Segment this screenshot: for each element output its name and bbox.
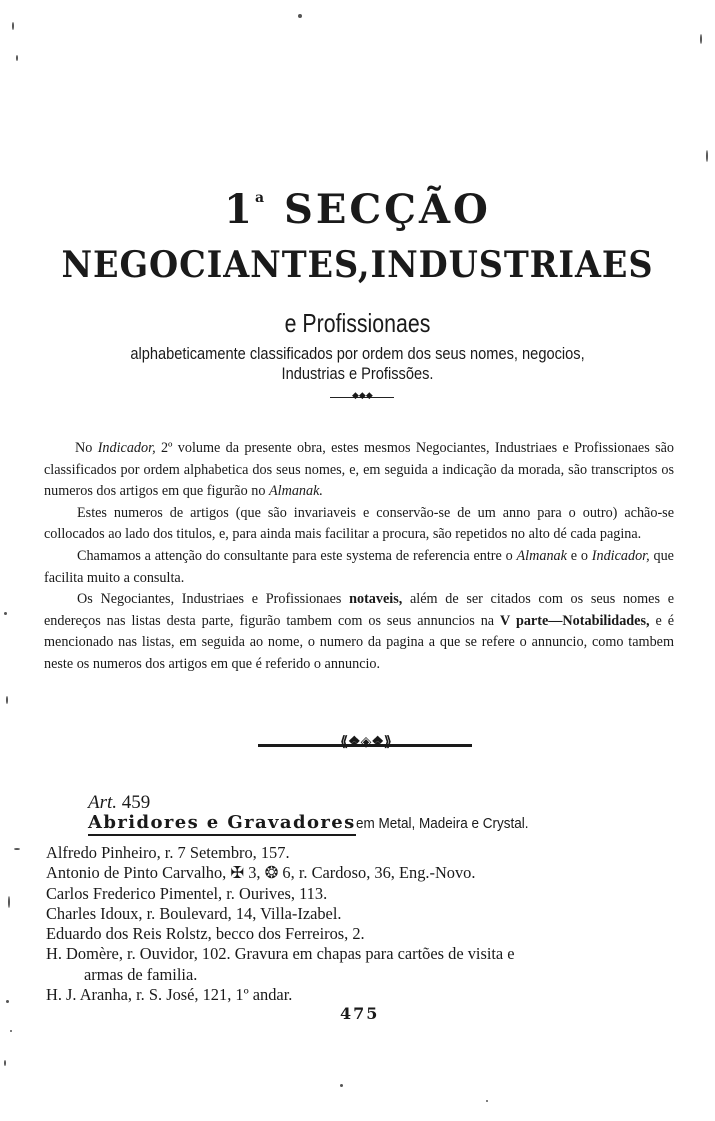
subtitle: e Profissionaes	[284, 308, 431, 338]
scan-speck	[340, 1084, 343, 1087]
scan-speck	[12, 22, 14, 30]
description	[50, 344, 665, 384]
scan-speck	[4, 612, 7, 615]
list-item: H. J. Aranha, r. S. José, 121, 1º andar.	[46, 985, 293, 1005]
small-divider-ornament: ◆◆◆	[352, 390, 373, 400]
list-item-continuation: armas de familia.	[84, 964, 198, 984]
italic-text: Indicador,	[591, 547, 650, 564]
italic-text: Almanak	[516, 547, 567, 564]
headline: NEGOCIANTES,INDUSTRIAES	[61, 244, 654, 286]
scan-speck	[14, 848, 20, 850]
section-number-sup: a	[254, 190, 268, 206]
scan-speck	[706, 150, 708, 162]
list-item: Carlos Frederico Pimentel, r. Ourives, 113.	[46, 883, 328, 903]
scan-speck	[8, 896, 10, 908]
entry-list	[46, 843, 682, 1005]
intro-paragraph: No Indicador, 2º volume da presente obra, estes mesmos Negociantes, Industriaes e Profissionaes são classificados por ordem alphabetica dos seus nomes, e, em seguida a indicação da morada, são transcriptos os numeros dos artigos em que figurão no Almanak.	[44, 440, 674, 500]
category-line	[88, 812, 547, 833]
section-title-text: SECÇÃO	[283, 186, 491, 233]
scan-speck	[700, 34, 702, 44]
scan-speck	[486, 1100, 488, 1102]
italic-text: Almanak.	[268, 483, 323, 500]
scan-speck	[6, 696, 8, 704]
bold-text: V parte—Notabilidades,	[500, 612, 650, 629]
article-number: 459	[121, 792, 151, 813]
list-item: Antonio de Pinto Carvalho, ✠ 3, ❂ 6, r. Cardoso, 36, Eng.-Novo.	[46, 863, 476, 883]
category-subtitle: em Metal, Madeira e Crystal.	[355, 815, 529, 832]
scan-speck	[16, 55, 18, 61]
description-line-1: alphabeticamente classificados por ordem dos seus nomes, negocios,	[130, 344, 585, 363]
scan-speck	[4, 1060, 6, 1066]
section-number: 1	[224, 186, 255, 233]
category-title: Abridores e Gravadores	[88, 812, 356, 836]
intro-paragraph: Chamamos a attenção do consultante para este systema de referencia entre o Almanak e o Indicador, que facilita muito a consulta.	[44, 547, 674, 586]
bold-text: notaveis,	[349, 591, 403, 608]
italic-text: Indicador,	[97, 440, 156, 456]
section-title	[0, 186, 715, 233]
article-heading	[88, 792, 150, 814]
intro-paragraph: Estes numeros de artigos (que são invariaveis e conservão-se de um anno para o outro) achão-se collocados ao lado dos titulos, e, para ainda mais facilitar a procura, são repetidos no alto dé cada pagina.	[44, 504, 674, 543]
page-number: 475	[340, 1004, 380, 1023]
list-item: Alfredo Pinheiro, r. 7 Setembro, 157.	[46, 843, 290, 862]
intro-text	[44, 438, 674, 676]
list-item: Eduardo dos Reis Rolstz, becco dos Ferreiros, 2.	[46, 924, 365, 944]
list-item: Charles Idoux, r. Boulevard, 14, Villa-Izabel.	[46, 903, 342, 923]
scan-speck	[298, 14, 302, 18]
scan-speck	[6, 1000, 9, 1003]
scan-speck	[10, 1030, 12, 1032]
intro-paragraph: Os Negociantes, Industriaes e Profissionaes notaveis, além de ser citados com os seus nomes e endereços nas listas desta parte, figurão tambem com os seus annuncios na V parte—Notabilidades, e é mencionado nas listas, em seguida ao nome, o numero da pagina a que se refere o annuncio, como tambem neste os numeros dos artigos em que é referido o annuncio.	[44, 591, 675, 672]
article-label: Art.	[88, 792, 118, 813]
ornamental-divider-center: ⟪❖◈❖⟫	[340, 735, 392, 750]
description-line-2: Industrias e Profissões.	[281, 364, 434, 383]
list-item: H. Domère, r. Ouvidor, 102. Gravura em chapas para cartões de visita e	[46, 944, 515, 964]
